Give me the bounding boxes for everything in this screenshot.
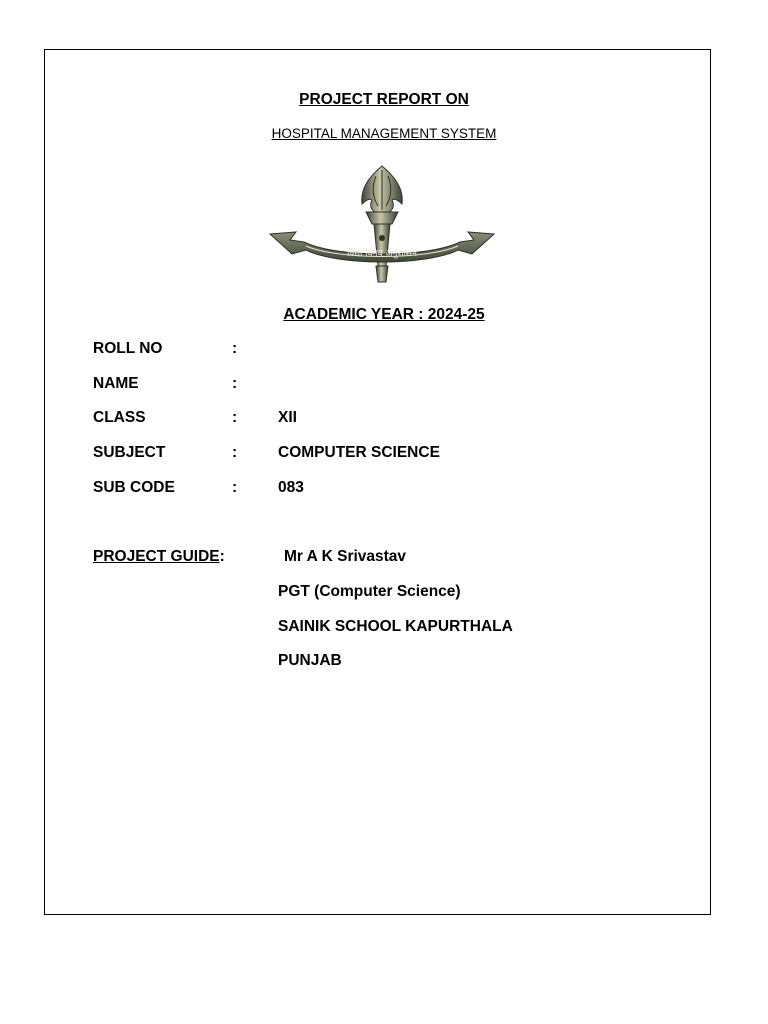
- project-guide-heading: [93, 548, 225, 566]
- roll-no-sep: :: [232, 340, 238, 357]
- subject-sep: :: [232, 444, 238, 461]
- sub-code-value: 083: [278, 479, 304, 496]
- roll-no-label: ROLL NO: [93, 340, 163, 357]
- school-emblem-icon: [266, 162, 498, 290]
- class-value: XII: [278, 409, 297, 426]
- subject-value: COMPUTER SCIENCE: [278, 444, 440, 461]
- class-label: CLASS: [93, 409, 146, 426]
- class-sep: :: [232, 409, 238, 426]
- sub-code-sep: :: [232, 479, 238, 496]
- guide-school: SAINIK SCHOOL KAPURTHALA: [278, 618, 513, 635]
- guide-name: Mr A K Srivastav: [284, 548, 407, 565]
- report-heading: PROJECT REPORT ON: [299, 91, 469, 108]
- name-label: NAME: [93, 375, 139, 392]
- guide-state: PUNJAB: [278, 652, 342, 669]
- name-sep: :: [232, 375, 238, 392]
- sub-code-label: SUB CODE: [93, 479, 175, 496]
- project-guide-label: PROJECT GUIDE: [93, 548, 220, 565]
- report-title: HOSPITAL MANAGEMENT SYSTEM: [271, 126, 497, 141]
- project-guide-sep: :: [219, 548, 225, 565]
- subject-label: SUBJECT: [93, 444, 166, 461]
- emblem-motto: विद्या विनय अनुशासन: [346, 249, 418, 259]
- academic-year: ACADEMIC YEAR : 2024-25: [283, 306, 485, 323]
- guide-designation: PGT (Computer Science): [278, 583, 461, 600]
